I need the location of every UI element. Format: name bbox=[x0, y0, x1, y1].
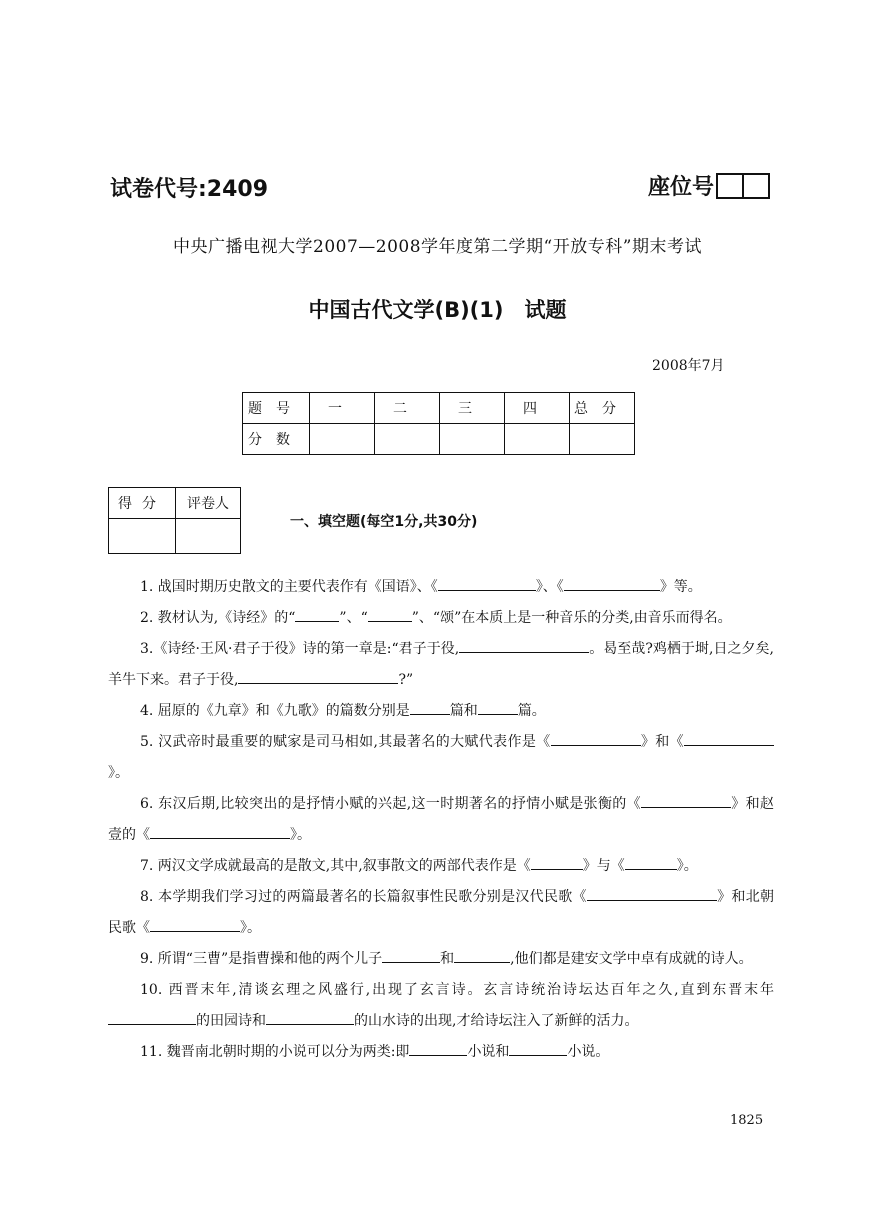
grader-table bbox=[108, 487, 241, 554]
question-8 bbox=[108, 882, 774, 944]
question-text: 》。 bbox=[290, 827, 311, 843]
score-table-score-row bbox=[243, 424, 635, 455]
question-2 bbox=[108, 603, 774, 634]
question-text: 6. 东汉后期,比较突出的是抒情小赋的兴起,这一时期著名的抒情小赋是张衡的《 bbox=[140, 796, 641, 812]
question-text: ”、“颂”在本质上是一种音乐的分类,由音乐而得名。 bbox=[411, 610, 732, 626]
score-entry-cell bbox=[375, 424, 440, 455]
seat-box bbox=[742, 175, 768, 197]
question-text: 小说和 bbox=[467, 1044, 510, 1060]
answer-blank bbox=[478, 698, 518, 715]
question-text: 3.《诗经·王风·君子于役》诗的第一章是:“君子于役, bbox=[140, 641, 460, 657]
question-text: 2. 教材认为,《诗经》的“ bbox=[140, 610, 296, 626]
question-text: 5. 汉武帝时最重要的赋家是司马相如,其最著名的大赋代表作是《 bbox=[140, 734, 551, 750]
answer-blank bbox=[409, 1039, 467, 1056]
question-text: ,他们都是建安文学中卓有成就的诗人。 bbox=[510, 951, 753, 967]
answer-blank bbox=[238, 667, 398, 684]
exam-title: 中国古代文学(B)(1) 试题 bbox=[308, 298, 567, 322]
question-text: 11. 魏晋南北朝时期的小说可以分为两类:即 bbox=[140, 1044, 410, 1060]
seat-box bbox=[718, 175, 742, 197]
score-table-cell: 题号 bbox=[243, 393, 310, 424]
seat-number-boxes bbox=[716, 173, 770, 199]
question-text: 的山水诗的出现,才给诗坛注入了新鲜的活力。 bbox=[354, 1013, 639, 1029]
answer-blank bbox=[459, 636, 589, 653]
answer-blank bbox=[531, 853, 583, 870]
answer-blank bbox=[295, 605, 339, 622]
question-text: 9. 所谓“三曹”是指曹操和他的两个儿子 bbox=[140, 951, 383, 967]
answer-blank bbox=[266, 1008, 354, 1025]
grader-score-label: 得分 bbox=[109, 488, 176, 519]
question-text: ”、“ bbox=[339, 610, 368, 626]
exam-header: 中央广播电视大学2007—2008学年度第二学期“开放专科”期末考试 bbox=[173, 237, 702, 257]
score-table-header-row bbox=[243, 393, 635, 424]
score-entry-cell bbox=[570, 424, 635, 455]
question-text: 7. 两汉文学成就最高的是散文,其中,叙事散文的两部代表作是《 bbox=[140, 858, 531, 874]
score-table-cell: 总分 bbox=[570, 393, 635, 424]
question-text: 》等。 bbox=[659, 579, 702, 595]
grader-score-cell bbox=[109, 519, 176, 554]
answer-blank bbox=[382, 946, 440, 963]
score-table-cell: 四 bbox=[505, 393, 570, 424]
score-entry-cell bbox=[505, 424, 570, 455]
seat-number bbox=[648, 170, 770, 201]
score-table bbox=[242, 392, 635, 455]
answer-blank bbox=[564, 574, 660, 591]
seat-label: 座位号 bbox=[648, 175, 715, 200]
answer-blank bbox=[368, 605, 412, 622]
question-text: 4. 屈原的《九章》和《九歌》的篇数分别是 bbox=[140, 703, 410, 719]
question-9 bbox=[108, 944, 774, 975]
question-text: 》和北朝民歌《 bbox=[108, 889, 775, 936]
question-6 bbox=[108, 789, 774, 851]
answer-blank bbox=[509, 1039, 567, 1056]
question-7 bbox=[108, 851, 774, 882]
answer-blank bbox=[150, 822, 290, 839]
page-number: 1825 bbox=[730, 1113, 764, 1128]
score-entry-cell bbox=[310, 424, 375, 455]
score-table-cell: 二 bbox=[375, 393, 440, 424]
answer-blank bbox=[454, 946, 510, 963]
answer-blank bbox=[587, 884, 717, 901]
answer-blank bbox=[684, 729, 774, 746]
question-text: 》。 bbox=[240, 920, 261, 936]
question-text: 》和《 bbox=[640, 734, 685, 750]
answer-blank bbox=[551, 729, 641, 746]
section-title: 一、填空题(每空1分,共30分) bbox=[290, 514, 478, 530]
question-text: 篇。 bbox=[517, 703, 546, 719]
answer-blank bbox=[410, 698, 450, 715]
score-table-cell: 一 bbox=[310, 393, 375, 424]
question-text: 10. 西晋末年,清谈玄理之风盛行,出现了玄言诗。玄言诗统治诗坛达百年之久,直到东晋末年 bbox=[140, 982, 774, 998]
question-text: 》、《 bbox=[535, 579, 564, 595]
answer-blank bbox=[108, 1008, 196, 1025]
question-text: 》。 bbox=[676, 858, 698, 874]
question-text: 》和赵壹的《 bbox=[108, 796, 774, 843]
question-10 bbox=[108, 975, 774, 1037]
question-text: ?” bbox=[398, 672, 414, 688]
grader-name-label: 评卷人 bbox=[176, 488, 241, 519]
answer-blank bbox=[438, 574, 536, 591]
question-5 bbox=[108, 727, 774, 789]
question-text: 。曷至哉?鸡栖于埘,日之夕矣,羊牛下来。君子于役, bbox=[108, 641, 774, 688]
score-entry-cell bbox=[440, 424, 505, 455]
question-text: 8. 本学期我们学习过的两篇最著名的长篇叙事性民歌分别是汉代民歌《 bbox=[140, 889, 587, 905]
question-text: 小说。 bbox=[567, 1044, 610, 1060]
answer-blank bbox=[150, 915, 240, 932]
exam-date: 2008年7月 bbox=[652, 358, 725, 374]
question-list bbox=[108, 572, 774, 1068]
answer-blank bbox=[625, 853, 677, 870]
question-11 bbox=[108, 1037, 774, 1068]
question-text: 》。 bbox=[108, 765, 129, 781]
question-3 bbox=[108, 634, 774, 696]
answer-blank bbox=[641, 791, 731, 808]
grader-name-cell bbox=[176, 519, 241, 554]
question-text: 1. 战国时期历史散文的主要代表作有《国语》、《 bbox=[140, 579, 438, 595]
score-table-cell: 三 bbox=[440, 393, 505, 424]
paper-code: 试卷代号:2409 bbox=[110, 177, 269, 202]
question-4 bbox=[108, 696, 774, 727]
question-text: 的田园诗和 bbox=[196, 1013, 266, 1029]
score-table-cell: 分数 bbox=[243, 424, 310, 455]
question-1 bbox=[108, 572, 774, 603]
question-text: 和 bbox=[440, 951, 455, 967]
question-text: 篇和 bbox=[449, 703, 478, 719]
question-text: 》与《 bbox=[582, 858, 625, 874]
